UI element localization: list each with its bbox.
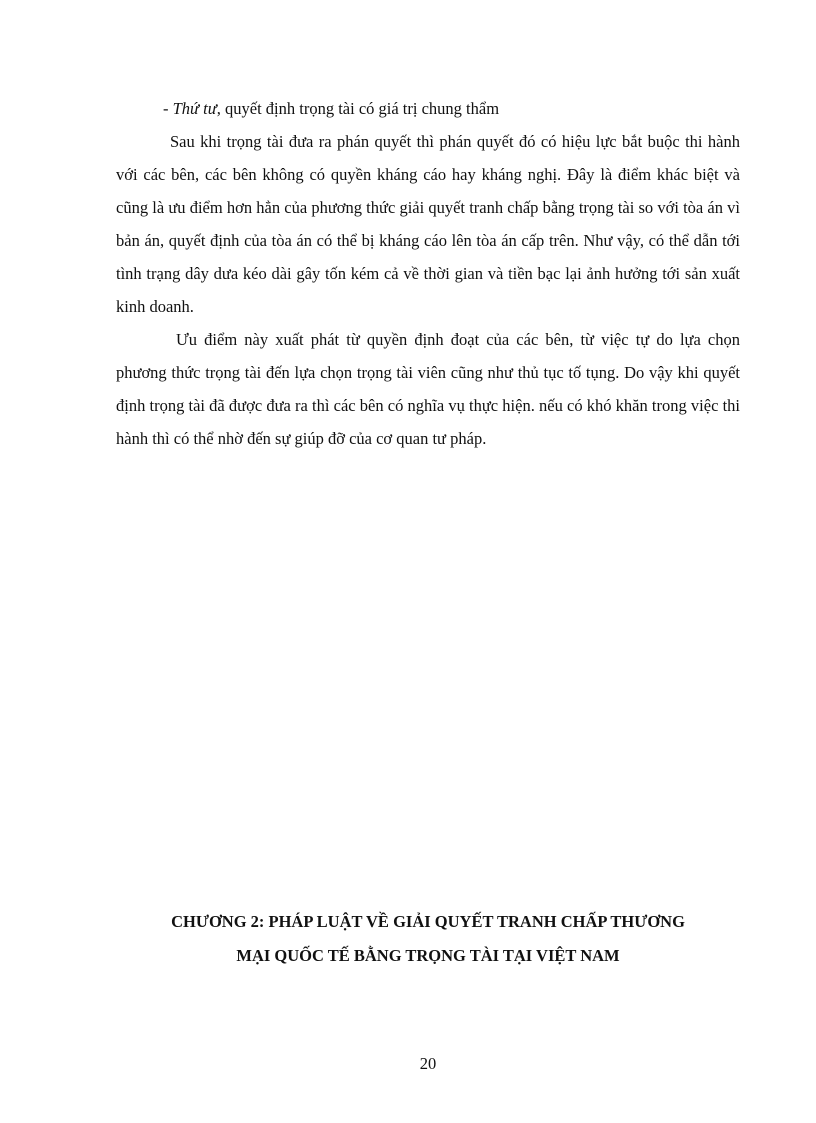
bullet-label: Thứ tư (172, 99, 217, 118)
bullet-prefix: - (163, 99, 173, 118)
paragraph-2: Ưu điểm này xuất phát từ quyền định đoạt của các bên, từ việc tự do lựa chọn phương thức trọng tài đến lựa chọn trọng tài viên cũng như thủ tục tố tụng. Do vậy khi quyết định trọng tài đã được đưa ra thì các bên có nghĩa vụ thực hiện. nếu có khó khăn trong việc thi hành thì có thể nhờ đến sự giúp đỡ của cơ quan tư pháp. (116, 330, 740, 448)
chapter-heading-line-2: MẠI QUỐC TẾ BẰNG TRỌNG TÀI TẠI VIỆT NAM (236, 946, 620, 965)
page-number: 20 (419, 1054, 437, 1073)
chapter-heading-line-1: CHƯƠNG 2: PHÁP LUẬT VỀ GIẢI QUYẾT TRANH CHẤP THƯƠNG (171, 912, 685, 931)
body-text (116, 92, 740, 455)
bullet-text: , quyết định trọng tài có giá trị chung thẩm (216, 99, 500, 118)
bullet-item (116, 92, 740, 125)
paragraph-1: Sau khi trọng tài đưa ra phán quyết thì phán quyết đó có hiệu lực bắt buộc thi hành với các bên, các bên không có quyền kháng cáo hay kháng nghị. Đây là điểm khác biệt và cũng là ưu điểm hơn hẳn của phương thức giải quyết tranh chấp bằng trọng tài so với tòa án vì bản án, quyết định của tòa án có thể bị kháng cáo lên tòa án cấp trên. Như vậy, có thể dẫn tới tình trạng dây dưa kéo dài gây tốn kém cả về thời gian và tiền bạc lại ảnh hưởng tới sản xuất kinh doanh. (116, 132, 740, 316)
chapter-heading (100, 905, 756, 973)
